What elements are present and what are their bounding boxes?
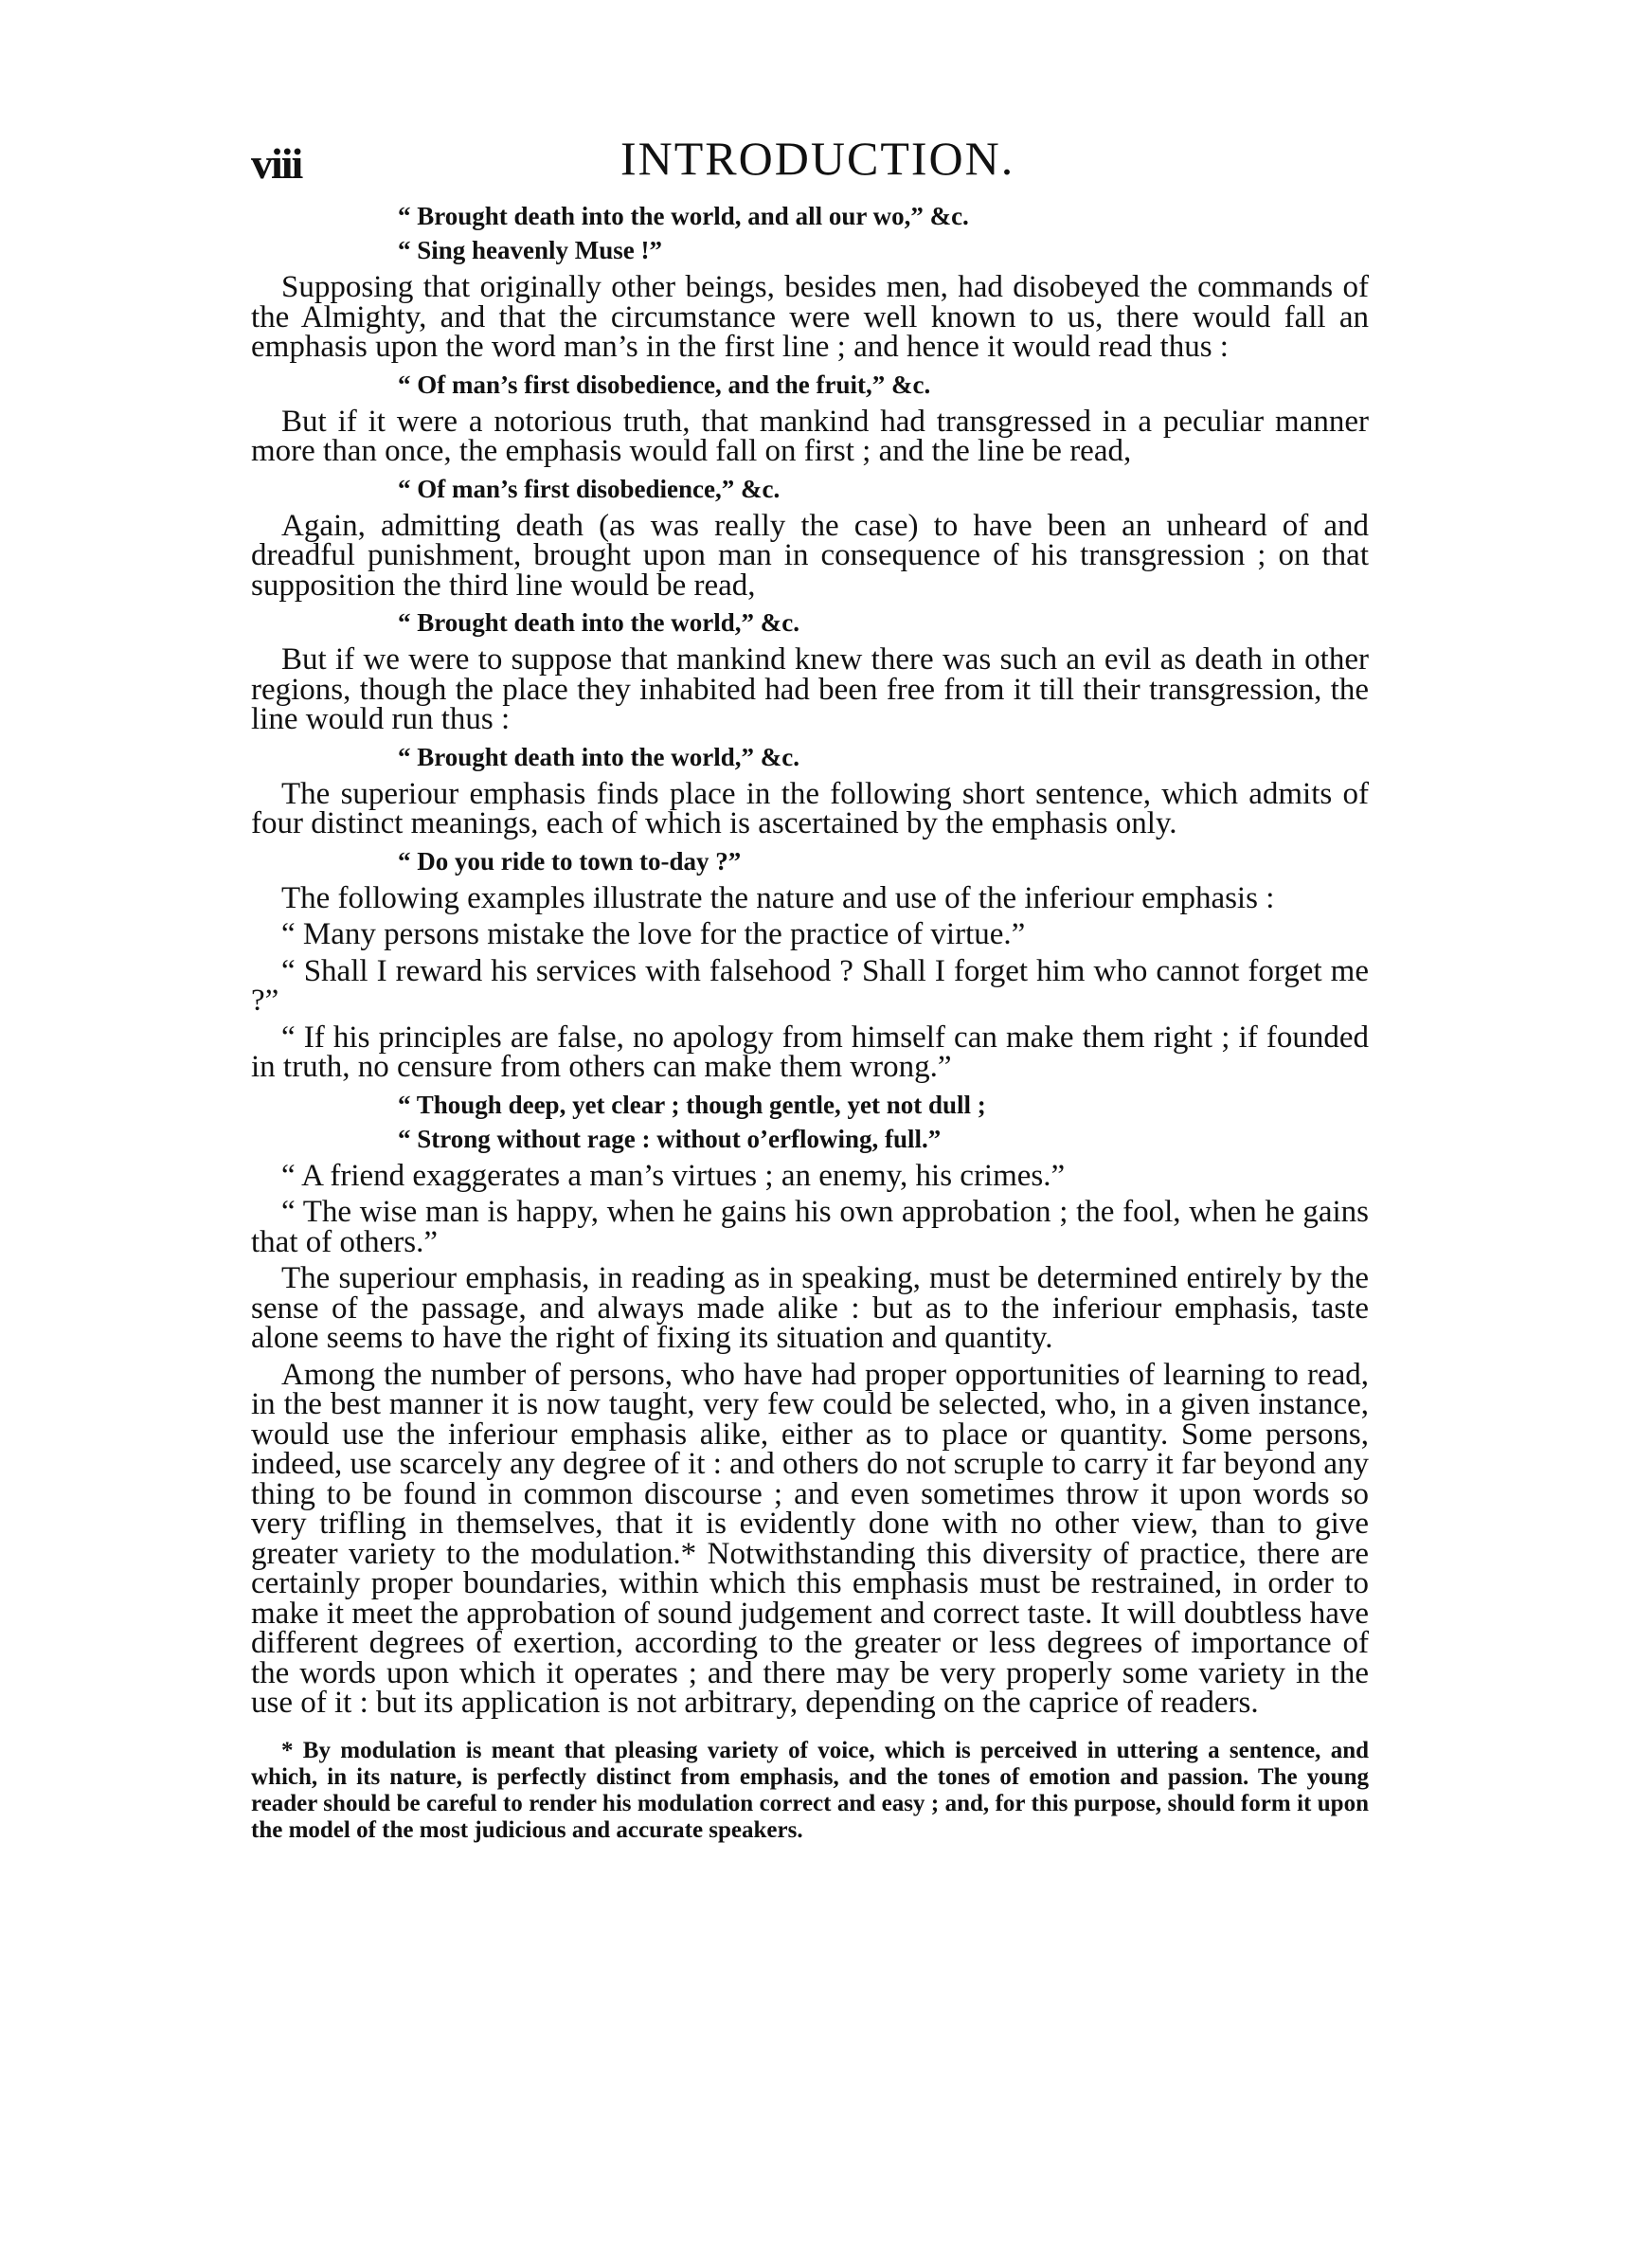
quote-line: “ Though deep, yet clear ; though gentle, yet not dull ; bbox=[398, 1090, 986, 1119]
quote-line: “ Of man’s first disobedience, and the fruit,” &c. bbox=[398, 370, 931, 399]
example-line: “ Shall I reward his services with falsehood ? Shall I forget him who cannot forget me ?” bbox=[251, 953, 1369, 1018]
paragraph: Again, admitting death (as was really the case) to have been an unheard of and dreadful punishment, brought upon man in consequence of his transgression ; on that supposition the third line would be read, bbox=[251, 508, 1369, 603]
quote-line: “ Brought death into the world,” &c. bbox=[398, 608, 800, 637]
page-header bbox=[251, 131, 1369, 197]
example-line: “ If his principles are false, no apology from himself can make them right ; if founded in truth, no censure from others can make them wrong.” bbox=[251, 1020, 1369, 1084]
running-head: INTRODUCTION. bbox=[620, 132, 1015, 185]
paragraph: The superiour emphasis finds place in the following short sentence, which admits of four distinct meanings, each of which is ascertained by the emphasis only. bbox=[251, 776, 1369, 840]
paragraph: But if we were to suppose that mankind knew there was such an evil as death in other regions, though the place they inhabited had been free from it till their transgression, the line would run thus : bbox=[251, 642, 1369, 736]
example-line: “ The wise man is happy, when he gains his own approbation ; the fool, when he gains that of others.” bbox=[251, 1195, 1369, 1259]
paragraph: The superiour emphasis, in reading as in speaking, must be determined entirely by the sense of the passage, and always made alike : but as to the inferiour emphasis, taste alone seems to have the right of fixing its situation and quantity. bbox=[251, 1261, 1369, 1355]
paragraph: Among the number of persons, who have had proper opportunities of learning to read, in the best manner it is now taught, very few could be selected, who, in a given instance, would use the inferiour emphasis alike, either as to place or quantity. Some persons, indeed, use scarcely any degree of it : and others do not scruple to carry it far beyond any thing to be found in common discourse ; and even sometimes throw it upon words so very trifling in themselves, that it is evidently done with no other view, than to give greater variety to the modulation.* Notwithstanding this diversity of practice, there are certainly proper boundaries, within which this emphasis must be restrained, in order to make it meet the approbation of sound judgement and correct taste. It will doubtless have different degrees of exertion, according to the greater or less degrees of importance of the words upon which it operates ; and there may be very properly some variety in the use of it : but its application is not arbitrary, depending on the caprice of readers. bbox=[251, 1357, 1369, 1720]
body-text bbox=[251, 201, 1369, 1851]
example-line: “ Many persons mistake the love for the practice of virtue.” bbox=[281, 917, 1026, 951]
page-number: viii bbox=[251, 139, 302, 188]
quote-line: “ Do you ride to town to-day ?” bbox=[398, 846, 742, 876]
footnote: * By modulation is meant that pleasing variety of voice, which is perceived in uttering a sentence, and which, in its nature, is perfectly distinct from emphasis, and the tones of emotion and passion. The young reader should be careful to render his modulation correct and easy ; and, for this purpose, should form it upon the model of the most judicious and accurate speakers. bbox=[251, 1737, 1369, 1843]
quote-line: “ Sing heavenly Muse !” bbox=[398, 236, 663, 264]
quote-line: “ Strong without rage : without o’erflowing, full.” bbox=[398, 1124, 942, 1153]
quote-line: “ Brought death into the world,” &c. bbox=[398, 742, 800, 771]
quote-line: “ Of man’s first disobedience,” &c. bbox=[398, 474, 781, 503]
example-line: “ A friend exaggerates a man’s virtues ; an enemy, his crimes.” bbox=[281, 1158, 1066, 1193]
paragraph: Supposing that originally other beings, besides men, had disobeyed the commands of the Almighty, and that the circumstance were well known to us, there would fall an emphasis upon the word man’s in the first line ; and hence it would read thus : bbox=[251, 270, 1369, 364]
quote-line: “ Brought death into the world, and all our wo,” &c. bbox=[398, 202, 969, 230]
paragraph: The following examples illustrate the nature and use of the inferiour emphasis : bbox=[281, 880, 1275, 915]
paragraph: But if it were a notorious truth, that mankind had transgressed in a peculiar manner more than once, the emphasis would fall on first ; and the line be read, bbox=[251, 404, 1369, 468]
